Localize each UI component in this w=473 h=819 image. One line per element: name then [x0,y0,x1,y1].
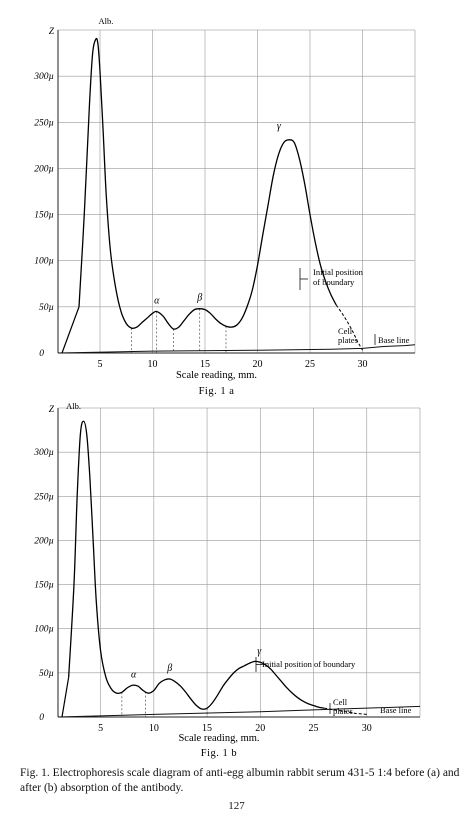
y-tick-label: 200µ [34,164,54,175]
y-zero-label: 0 [39,349,44,359]
y-tick-label: 100µ [34,624,54,635]
peak-label-beta: β [167,663,173,675]
cell-plates-label: Cell [333,697,348,707]
peak-label-alpha: α [130,669,137,681]
chart-panel-b [33,401,420,759]
y-zero-label: 0 [39,713,44,723]
peak-label-gamma: γ [276,120,281,132]
x-tick-label: 20 [252,359,263,370]
cell-plates-label: Cell [338,326,353,336]
x-tick-label: 10 [148,723,159,734]
x-tick-label: 30 [361,723,372,734]
x-tick-label: 15 [202,723,213,734]
initial-position-label: Initial position [313,267,363,277]
y-tick-label: 50µ [39,668,54,679]
curve-rise [62,307,79,353]
y-tick-label: 100µ [34,256,54,267]
y-tick-label: 250µ [34,492,54,503]
y-tick-label: 150µ [34,210,54,221]
y-top-label: Z [48,405,54,415]
y-top-label: Z [48,27,54,37]
y-tick-label: 50µ [39,302,54,313]
base-line-label: Base line [380,705,412,715]
peak-label-alpha: α [154,295,160,307]
x-tick-label: 30 [357,359,368,370]
base-line [58,706,420,717]
y-tick-label: 250µ [34,118,54,129]
initial-position-label: Initial position of boundary [262,659,356,669]
peak-label-gamma: γ [257,646,262,658]
x-axis-label: Scale reading, mm. [178,733,260,744]
figure-label: Fig. 1 b [200,748,238,759]
page-number: 127 [228,800,245,812]
peak-label-alb: Alb. [98,15,114,26]
x-tick-label: 5 [97,359,103,370]
x-tick-label: 10 [147,359,158,370]
figure-label: Fig. 1 a [198,386,235,397]
x-tick-label: 15 [200,359,210,370]
base-line-label: Base line [378,335,410,345]
y-tick-label: 150µ [34,580,54,591]
y-tick-label: 300µ [34,72,54,83]
peak-label-alb: Alb. [66,401,81,412]
x-tick-label: 25 [308,723,319,734]
peak-label-beta: β [197,292,203,304]
x-tick-label: 20 [255,723,266,734]
cell-plates-label: plates [333,706,353,716]
x-tick-label: 25 [305,359,315,370]
y-tick-label: 200µ [34,536,54,547]
y-tick-label: 300µ [34,448,54,459]
electrophoresis-curve [79,39,336,330]
cell-plates-label: plates [338,335,358,345]
x-axis-label: Scale reading, mm. [175,370,258,381]
figure-caption: Fig. 1. Electrophoresis scale diagram of anti-egg albumin rabbit serum 431-5 1:4 before (a) and after (b) absorption of the antibody. [20,767,460,794]
x-tick-label: 5 [98,723,104,734]
initial-position-label: of boundary [313,277,355,287]
chart-panel-a [33,16,415,397]
curve-rise [62,677,69,717]
